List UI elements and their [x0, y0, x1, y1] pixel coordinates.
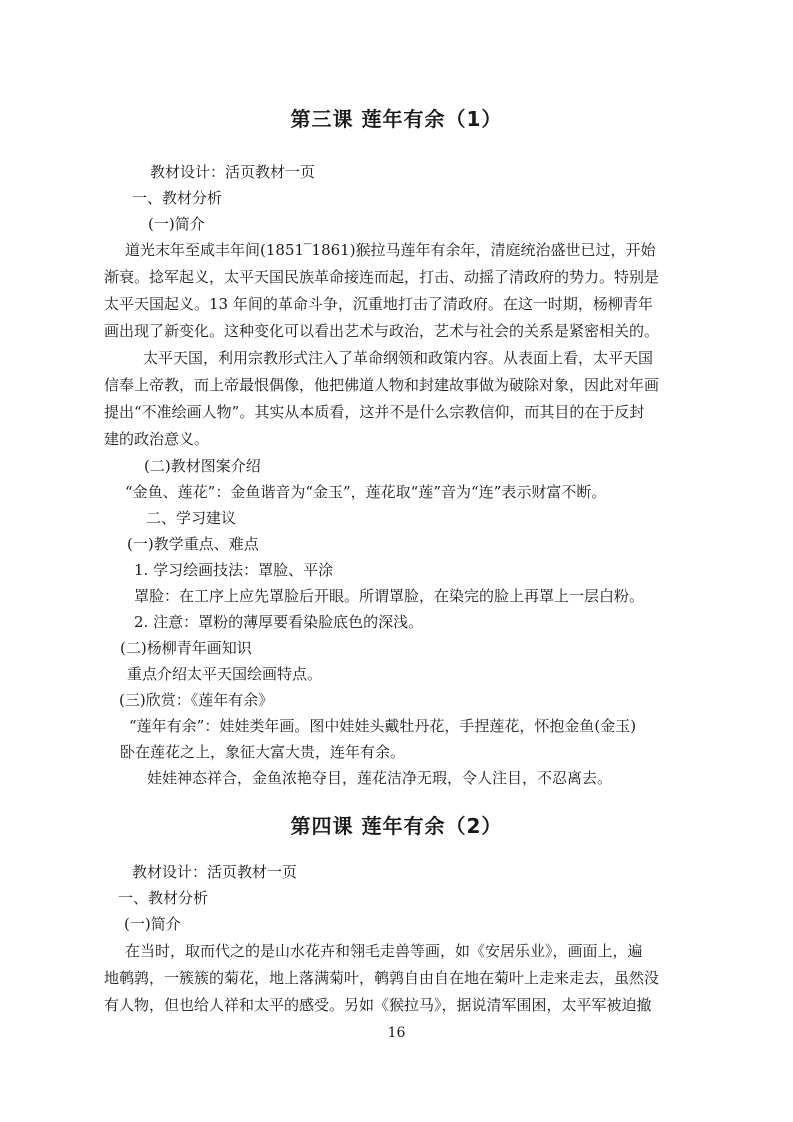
lesson4-sub-intro: (一)简介 — [124, 915, 181, 933]
lesson3-sub-keypoints: (一)教学重点、难点 — [127, 535, 259, 553]
lesson3-intro2-line: 建的政治意义。 — [104, 430, 210, 448]
lesson3-intro-line: 画出现了新变化。这种变化可以看出艺术与政治，艺术与社会的关系是紧密相关的。 — [104, 322, 660, 340]
lesson4-intro-line: 在当时，取而代之的是山水花卉和翎毛走兽等画，如《安居乐业》，画面上，遍 — [125, 942, 643, 960]
lesson3-pattern-text: “金鱼、莲花”：金鱼谐音为“金玉”，莲花取“莲”音为“连”表示财富不断。 — [125, 483, 607, 501]
lesson3-sub-knowledge: (二)杨柳青年画知识 — [120, 639, 252, 657]
lesson4-title: 第四课 莲年有余（2） — [290, 814, 503, 838]
lesson3-section-suggestions: 二、学习建议 — [146, 509, 237, 527]
lesson3-intro-line: 道光末年至咸丰年间(1851‾1861)猴拉马莲年有余年，清庭统治盛世已过，开始 — [125, 241, 656, 259]
lesson3-title: 第三课 莲年有余（1） — [290, 107, 503, 131]
lesson3-point-2: 2. 注意：罩粉的薄厚要看染脸底色的深浅。 — [134, 613, 424, 631]
lesson3-knowledge-text: 重点介绍太平天国绘画特点。 — [127, 665, 323, 683]
lesson3-intro2-line: 提出“不准绘画人物”。其实从本质看，这并不是什么宗教信仰，而其目的在于反封 — [104, 403, 645, 421]
lesson3-intro2-line: 太平天国，利用宗教形式注入了革命纲领和政策内容。从表面上看，太平天国 — [143, 349, 654, 367]
lesson4-section-analysis: 一、教材分析 — [118, 889, 209, 907]
lesson3-material-design: 教材设计：活页教材一页 — [150, 163, 316, 181]
lesson3-point-1-detail: 罩脸：在工序上应先罩脸后开眼。所谓罩脸，在染完的脸上再罩上一层白粉。 — [134, 587, 645, 605]
lesson3-appreciation-2: 娃娃神态祥合，金鱼浓艳夺目，莲花洁净无瑕，令人注目，不忍离去。 — [147, 769, 613, 787]
lesson4-intro-line: 有人物，但也给人祥和太平的感受。另如《猴拉马》，据说清军围困，太平军被迫撤 — [104, 996, 652, 1014]
lesson3-intro-line: 渐衰。捻军起义，太平天国民族革命接连而起，打击、动摇了清政府的势力。特别是 — [104, 268, 660, 286]
lesson3-appreciation-line: 卧在莲花之上，象征大富大贵，连年有余。 — [120, 743, 406, 761]
lesson3-intro-line: 太平天国起义。13 年间的革命斗争，沉重地打击了清政府。在这一时期，杨柳青年 — [104, 295, 653, 313]
lesson3-sub-appreciation: (三)欣赏：《莲年有余》 — [119, 691, 274, 709]
lesson4-material-design: 教材设计：活页教材一页 — [132, 863, 298, 881]
lesson3-section-analysis: 一、教材分析 — [132, 189, 223, 207]
page-number: 16 — [387, 1025, 406, 1041]
lesson3-sub-intro: (一)简介 — [148, 215, 205, 233]
lesson4-intro-line: 地鹌鹑，一簇簇的菊花，地上落满菊叶，鹌鹑自由自在地在菊叶上走来走去，虽然没 — [104, 969, 660, 987]
lesson3-point-1: 1. 学习绘画技法：罩脸、平涂 — [134, 561, 334, 579]
lesson3-appreciation-line: “莲年有余”：娃娃类年画。图中娃娃头戴牡丹花，手捏莲花，怀抱金鱼(金玉) — [129, 717, 637, 735]
lesson3-sub-pattern: (二)教材图案介绍 — [144, 457, 261, 475]
lesson3-intro2-line: 信奉上帝教，而上帝最恨偶像，他把佛道人物和封建故事做为破除对象，因此对年画 — [104, 376, 660, 394]
